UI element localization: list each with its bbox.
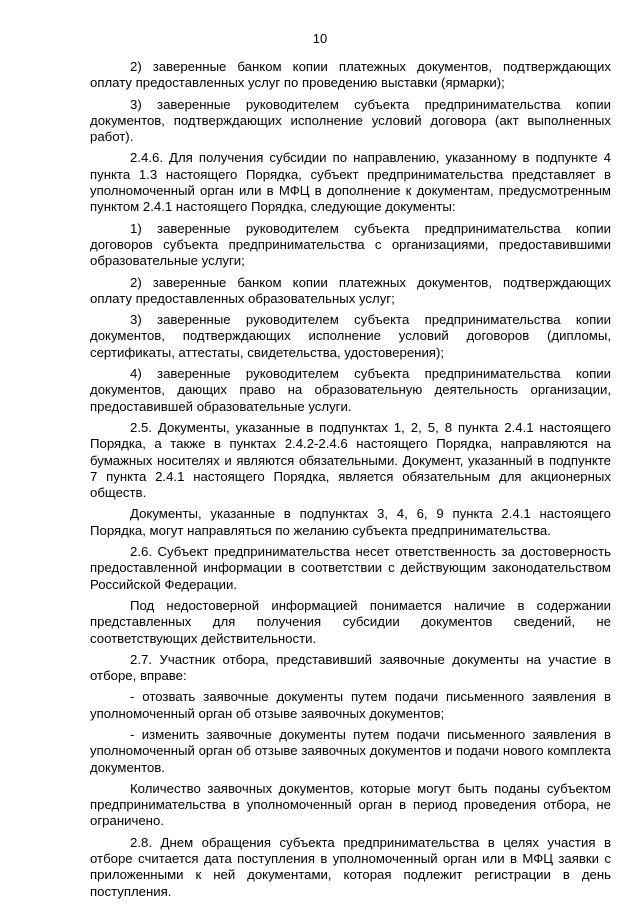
paragraph: 2) заверенные банком копии платежных документов, подтверждающих оплату предоставленных услуг по проведению выставки (ярмарки);: [90, 59, 611, 91]
paragraph: 1) заверенные руководителем субъекта предпринимательства копии договоров субъекта предпринимательства с организациями, предоставившими образовательные услуги;: [90, 220, 611, 269]
paragraph: - отозвать заявочные документы путем подачи письменного заявления в уполномоченный орган об отзыве заявочных документов;: [90, 689, 611, 721]
paragraph: 2.8. Днем обращения субъекта предпринимательства в целях участия в отборе считается дата поступления в уполномоченный орган или в МФЦ заявки с приложенными к ней документами, которая подлежит регистрации в день поступления.: [90, 834, 611, 899]
paragraph: 3) заверенные руководителем субъекта предпринимательства копии документов, подтверждающих исполнение условий договоров (дипломы, сертификаты, аттестаты, свидетельства, удостоверения);: [90, 312, 611, 360]
paragraph: 2.4.6. Для получения субсидии по направлению, указанному в подпункте 4 пункта 1.3 настоящего Порядка, субъект предпринимательства представляет в уполномоченный орган или в МФЦ в дополнение к документам, предусмотренным пунктом 2.4.1 настоящего Порядка, следующие документы:: [90, 150, 611, 215]
paragraph: Документы, указанные в подпунктах 3, 4, 6, 9 пункта 2.4.1 настоящего Порядка, могут направляться по желанию субъекта предпринимательства.: [90, 506, 611, 538]
paragraph: - изменить заявочные документы путем подачи письменного заявления в уполномоченный орган об отзыве заявочных документов и подачи нового комплекта документов.: [90, 726, 611, 775]
paragraph: 2.5. Документы, указанные в подпунктах 1, 2, 5, 8 пункта 2.4.1 настоящего Порядка, а также в пунктах 2.4.2-2.4.6 настоящего Порядка, направляются на бумажных носителях и являются обязательными. Документ, указанный в подпункте 7 пункта 2.4.1 настоящего Порядка, является обязательным для акционерных обществ.: [90, 419, 611, 501]
document-body: [90, 59, 611, 905]
paragraph: 2.6. Субъект предпринимательства несет ответственность за достоверность предоставленной информации в соответствии с действующим законодательством Российской Федерации.: [90, 544, 611, 592]
paragraph: 3) заверенные руководителем субъекта предпринимательства копии документов, подтверждающих исполнение условий договора (акт выполненных работ).: [90, 96, 611, 145]
paragraph: 2.7. Участник отбора, представивший заявочные документы на участие в отборе, вправе:: [90, 651, 611, 684]
page-number: 10: [312, 31, 328, 46]
paragraph: 4) заверенные руководителем субъекта предпринимательства копии документов, дающих право на образовательную деятельность организации, предоставившей образовательные услуги.: [90, 366, 611, 414]
paragraph: 2) заверенные банком копии платежных документов, подтверждающих оплату предоставленных образовательных услуг;: [90, 274, 611, 306]
paragraph: Количество заявочных документов, которые могут быть поданы субъектом предпринимательства в уполномоченный орган в период проведения отбора, не ограничено.: [90, 780, 611, 829]
paragraph: Под недостоверной информацией понимается наличие в содержании представленных для получения субсидии документов сведений, не соответствующих действительности.: [90, 597, 611, 646]
